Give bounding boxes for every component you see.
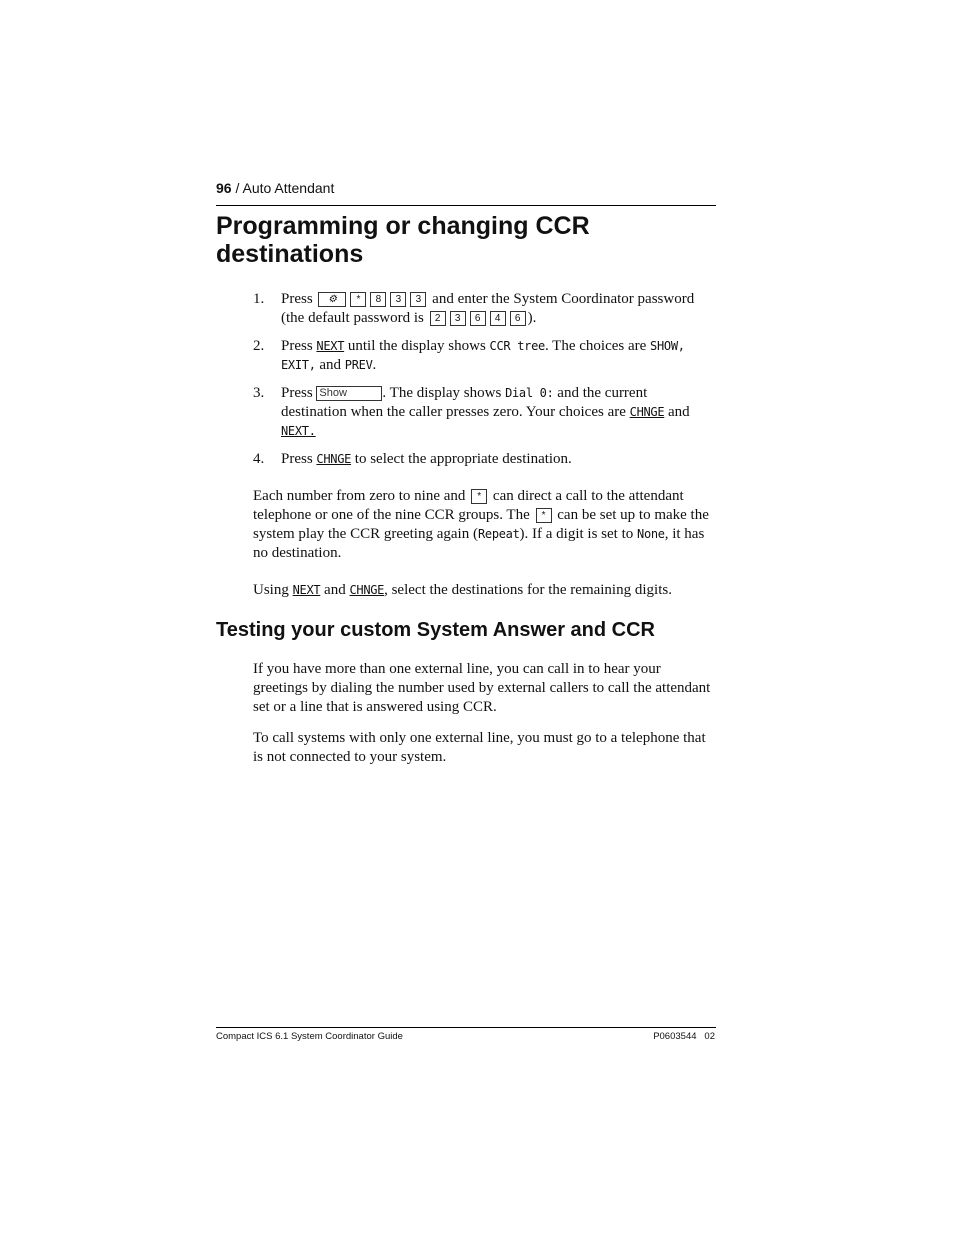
para-text: and [320,582,350,598]
footer-title: Compact ICS 6.1 System Coordinator Guide [216,1031,403,1042]
step-4 [253,450,715,469]
chnge-softkey-label: CHNGE [349,583,385,597]
section-title: Testing your custom System Answer and CCR [216,619,655,641]
none-display-text: None [637,527,665,541]
display-text: CCR tree [489,339,545,353]
password-key: 4 [490,311,506,326]
header-section: Auto Attendant [242,180,335,196]
password-key: 3 [450,311,466,326]
step-press: Press [281,291,313,307]
header-rule [216,205,716,206]
step-text: ). [527,310,537,326]
paragraph-digits [253,487,715,563]
step-press: Press [281,451,317,467]
step-press: Press [281,338,317,354]
digit-key: 3 [390,292,406,307]
para-text: , select the destinations for the remaining digits. [384,582,672,598]
next-softkey-label: NEXT [316,339,345,353]
chnge-softkey-label: CHNGE [316,452,352,466]
page-title: Programming or changing CCR destinations [216,212,590,268]
step-2 [253,337,715,375]
password-key: 6 [470,311,486,326]
password-key: 6 [510,311,526,326]
paragraph-one-line: To call systems with only one external line, you must go to a telephone that is not connected to your system. [253,730,706,765]
show-softkey-button: Show [316,386,382,401]
step-text: and [315,357,345,373]
footer-rule [216,1027,716,1028]
para-text: can direct a call to the attendant telephone or one of the nine CCR groups. The [253,488,684,523]
feature-key-icon: ⚙ [318,292,346,307]
para-text: , it has no destination. [253,526,705,561]
para-text: can be set up to make the system play the CCR greeting again ( [253,507,709,542]
step-text: to select the appropriate destination. [351,451,572,467]
step-3 [253,384,715,441]
step-text: and [664,404,690,420]
header-separator: / [231,180,243,196]
step-number: 3. [253,385,265,401]
star-key: * [536,508,552,523]
step-text: . [372,357,377,373]
step-text: and the current destination when the caller presses zero. Your choices are [281,385,648,420]
show-softkey-label: SHOW, [650,339,685,353]
star-key: * [471,489,487,504]
steps-list [253,290,715,478]
step-text: and enter the System Coordinator password (the default password is [281,291,695,326]
step-text: until the display shows [344,338,490,354]
repeat-display-text: Repeat [477,527,520,541]
password-key: 2 [430,311,446,326]
step-number: 2. [253,338,265,354]
next-softkey-label: NEXT [292,583,321,597]
digit-key: 3 [410,292,426,307]
chnge-softkey-label: CHNGE [629,405,665,419]
digit-key: 8 [370,292,386,307]
prev-softkey-label: PREV [344,358,373,372]
exit-softkey-label: EXIT, [281,358,316,372]
footer-doc-number: P0603544 02 [653,1031,715,1042]
step-1 [253,290,715,328]
page-number: 96 [216,180,232,196]
step-text: . The choices are [544,338,651,354]
step-number: 1. [253,291,265,307]
running-header [216,180,716,196]
paragraph-remaining [253,581,715,600]
step-number: 4. [253,451,265,467]
step-press: Press [281,385,317,401]
paragraph-external-line: If you have more than one external line, you can call in to hear your greetings by dialing the number used by external callers to call the attendant set or a line that is answered using CCR. [253,661,711,715]
next-softkey-label: NEXT. [281,424,316,438]
para-text: Each number from zero to nine and [253,488,470,504]
para-text: Using [253,582,293,598]
star-key: * [350,292,366,307]
para-text: ). If a digit is set to [519,526,638,542]
step-text: . The display shows [382,385,506,401]
display-text: Dial 0: [505,386,554,400]
